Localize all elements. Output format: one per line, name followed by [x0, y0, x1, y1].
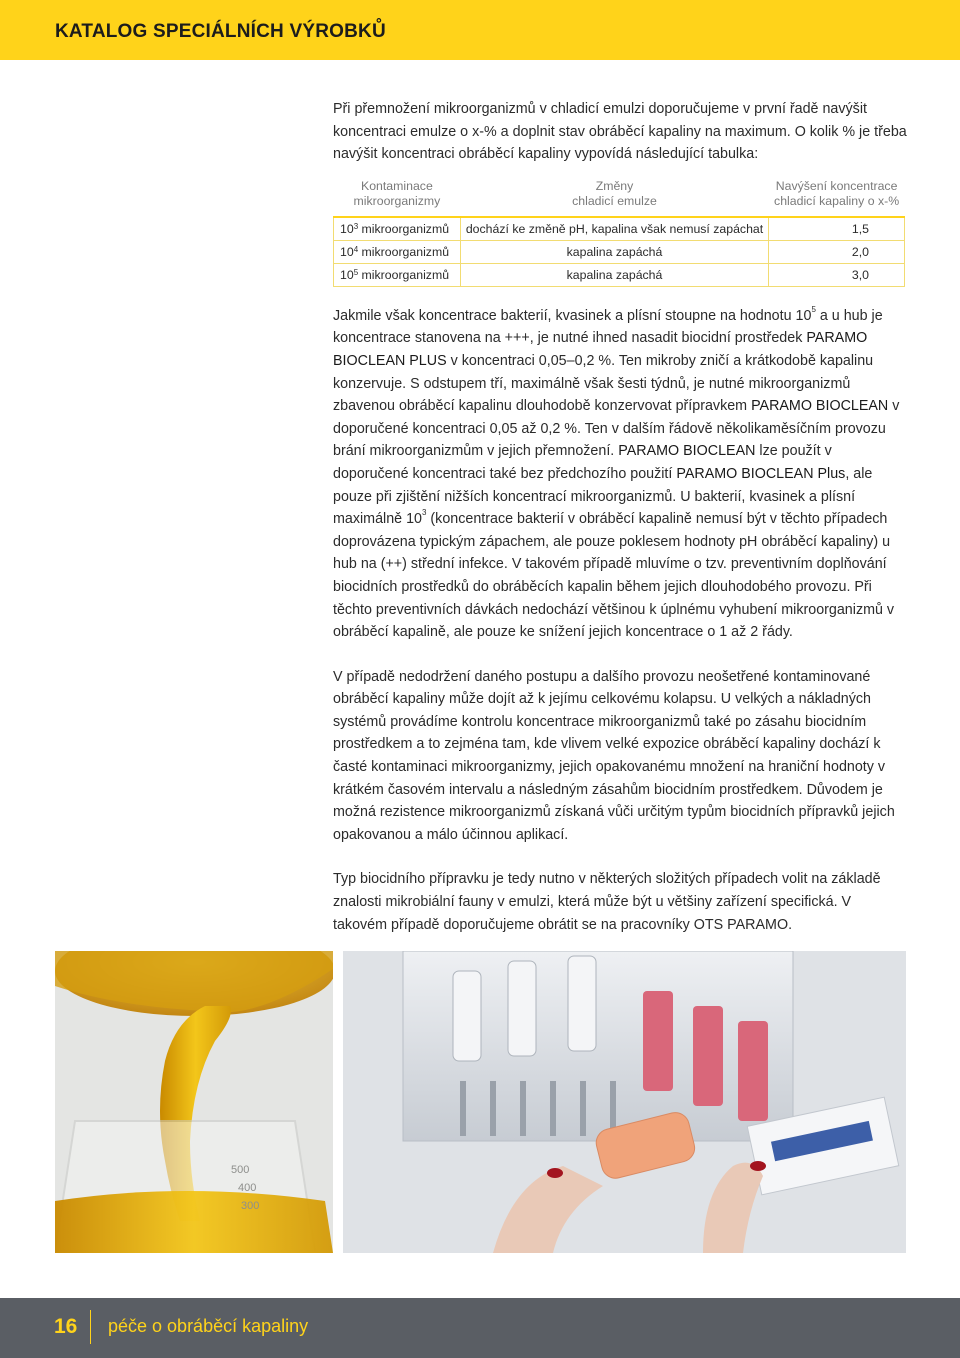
- contamination-cell: [334, 240, 461, 263]
- table-row: [334, 217, 905, 241]
- contamination-cell: [334, 217, 461, 241]
- dipslide-illustration: [343, 951, 906, 1253]
- dipslide-test-photo: [343, 951, 906, 1253]
- text-run: v koncentraci 0,05–0,2 %. Ten mikroby zničí a krátkodobě kapalinu konzervuje. S odstupem tří, maximálně však šesti týdnů, je nutné mikroorganizmů zbavenou obráběcí kapalinu dlouhodobě konzervovat přípravkem: [333, 352, 874, 415]
- beaker-mark: 300: [241, 1200, 260, 1212]
- header-increase-line2: chladicí kapaliny o x-%: [774, 193, 900, 208]
- oil-pouring-illustration: [55, 951, 333, 1253]
- header-changes-line1: Změny: [595, 178, 634, 193]
- recommendation-paragraph: Typ biocidního přípravku je tedy nutno v některých složitých případech volit na základě znalosti mikrobiální fauny v emulzi, která může být u většiny zařízení specifická. V takovém případě doporučujeme obrátit se na pracovníky OTS PARAMO.: [333, 871, 881, 933]
- contamination-table: [333, 176, 905, 287]
- contamination-base: 10: [340, 244, 354, 259]
- intro-paragraph: Při přemnožení mikroorganizmů v chladicí emulzi doporučujeme v první řadě navýšit koncentraci emulze o x-% a doplnit stav obráběcí kapaliny na maximum. O kolik % je třeba navýšit koncentraci obráběcí kapaliny vypovídá následující tabulka:: [333, 101, 907, 163]
- biocide-paragraph: [333, 305, 908, 644]
- change-cell: dochází ke změně pH, kapalina však nemusí zapáchat: [460, 217, 768, 241]
- text-run: Jakmile však koncentrace bakterií, kvasinek a plísní stoupne na hodnotu 10: [333, 307, 812, 324]
- contamination-exponent: 3: [353, 221, 359, 231]
- table-header-row: [334, 176, 905, 217]
- oil-pouring-photo: [55, 951, 333, 1253]
- header-changes-line2: chladicí emulze: [572, 193, 657, 208]
- text-run: lze použít v doporučené koncentraci také bez předchozího použití: [333, 443, 832, 482]
- beaker-mark: 500: [231, 1164, 250, 1176]
- main-content: [333, 98, 908, 936]
- change-cell: kapalina zapáchá: [460, 263, 768, 286]
- page-footer: [0, 1298, 960, 1358]
- table-row: [334, 263, 905, 286]
- header-increase-line1: Navýšení koncentrace: [775, 178, 898, 193]
- exponent: 3: [422, 508, 427, 518]
- contamination-label: mikroorganizmů: [358, 244, 450, 259]
- page-header: [0, 0, 960, 60]
- text-run: v doporučené koncentraci 0,05 až 0,2 %. Ten v dalším řádově několikaměsíčním provozu brání mikroorganizmům v jejich přemnožení.: [333, 398, 900, 460]
- header-contamination-line2: mikroorganizmy: [353, 193, 441, 208]
- change-cell: kapalina zapáchá: [460, 240, 768, 263]
- contamination-base: 10: [340, 267, 354, 282]
- text-run: , ale pouze při zjištění nižších koncentrací mikroorganizmů. U bakterií, kvasinek a plísní maximálně 10: [333, 465, 873, 528]
- table-row: [334, 240, 905, 263]
- beaker-mark: 400: [238, 1182, 257, 1194]
- footer-section-title: péče o obráběcí kapaliny: [108, 1316, 309, 1336]
- header-changes: [460, 176, 768, 217]
- product-name: PARAMO BIOCLEAN: [751, 398, 889, 415]
- contamination-label: mikroorganizmů: [358, 221, 450, 236]
- product-name: PARAMO BIOCLEAN PLUS: [333, 330, 868, 369]
- exponent: 5: [811, 304, 816, 314]
- increase-cell: 3,0: [769, 263, 905, 286]
- contamination-cell: [334, 263, 461, 286]
- page-number: 16: [54, 1315, 78, 1338]
- contamination-exponent: 4: [353, 244, 359, 254]
- header-contamination: [334, 176, 461, 217]
- header-contamination-line1: Kontaminace: [361, 178, 433, 193]
- product-name: PARAMO BIOCLEAN: [618, 443, 756, 460]
- product-name: PARAMO BIOCLEAN Plus: [676, 465, 846, 482]
- header-increase: [769, 176, 905, 217]
- footer-divider: [90, 1310, 91, 1344]
- collapse-paragraph: V případě nedodržení daného postupu a dalšího provozu neošetřené kontaminované obráběcí kapaliny může dojít až k jejímu celkovému kolapsu. U velkých a nákladných systémů provádíme kontrolu koncentrace mikroorganizmů také po zásahu biocidním prostředkem a to zejména tam, kde vlivem velké expozice obráběcí kapaliny dochází k časté kontaminaci mikroorganizmy, jejich opakovanému množení na hraniční hodnoty v krátkém časovém intervalu a následným zásahům biocidním prostředkem. Důvodem je možná rezistence mikroorganizmů získaná vůči určitým typům biocidních přípravků jejich opakovanou a málo účinnou aplikací.: [333, 668, 895, 843]
- contamination-exponent: 5: [353, 267, 359, 277]
- increase-cell: 2,0: [769, 240, 905, 263]
- catalog-title: KATALOG SPECIÁLNÍCH VÝROBKŮ: [55, 21, 386, 42]
- contamination-label: mikroorganizmů: [358, 267, 450, 282]
- increase-cell: 1,5: [769, 217, 905, 241]
- text-run: a u hub je koncentrace stanovena na +++, je nutné ihned nasadit biocidní prostředek: [333, 307, 883, 347]
- text-run: (koncentrace bakterií v obráběcí kapalině nemusí být v těchto případech doprovázena typickým zápachem, ale pouze poklesem hodnoty pH obráběcí kapaliny) u hub na (++) střední infekce. V takovém případě mluvíme o tzv. preventivním doplňování biocidních prostředků do obráběcích kapalin během jejich dlouhodobého provozu. Při těchto preventivních dávkách nedochází většinou k úplnému vyhubení mikroorganizmů v obráběcí kapalině, ale pouze ke snížení jejich koncentrace o 1 až 2 řády.: [333, 511, 895, 641]
- contamination-base: 10: [340, 221, 354, 236]
